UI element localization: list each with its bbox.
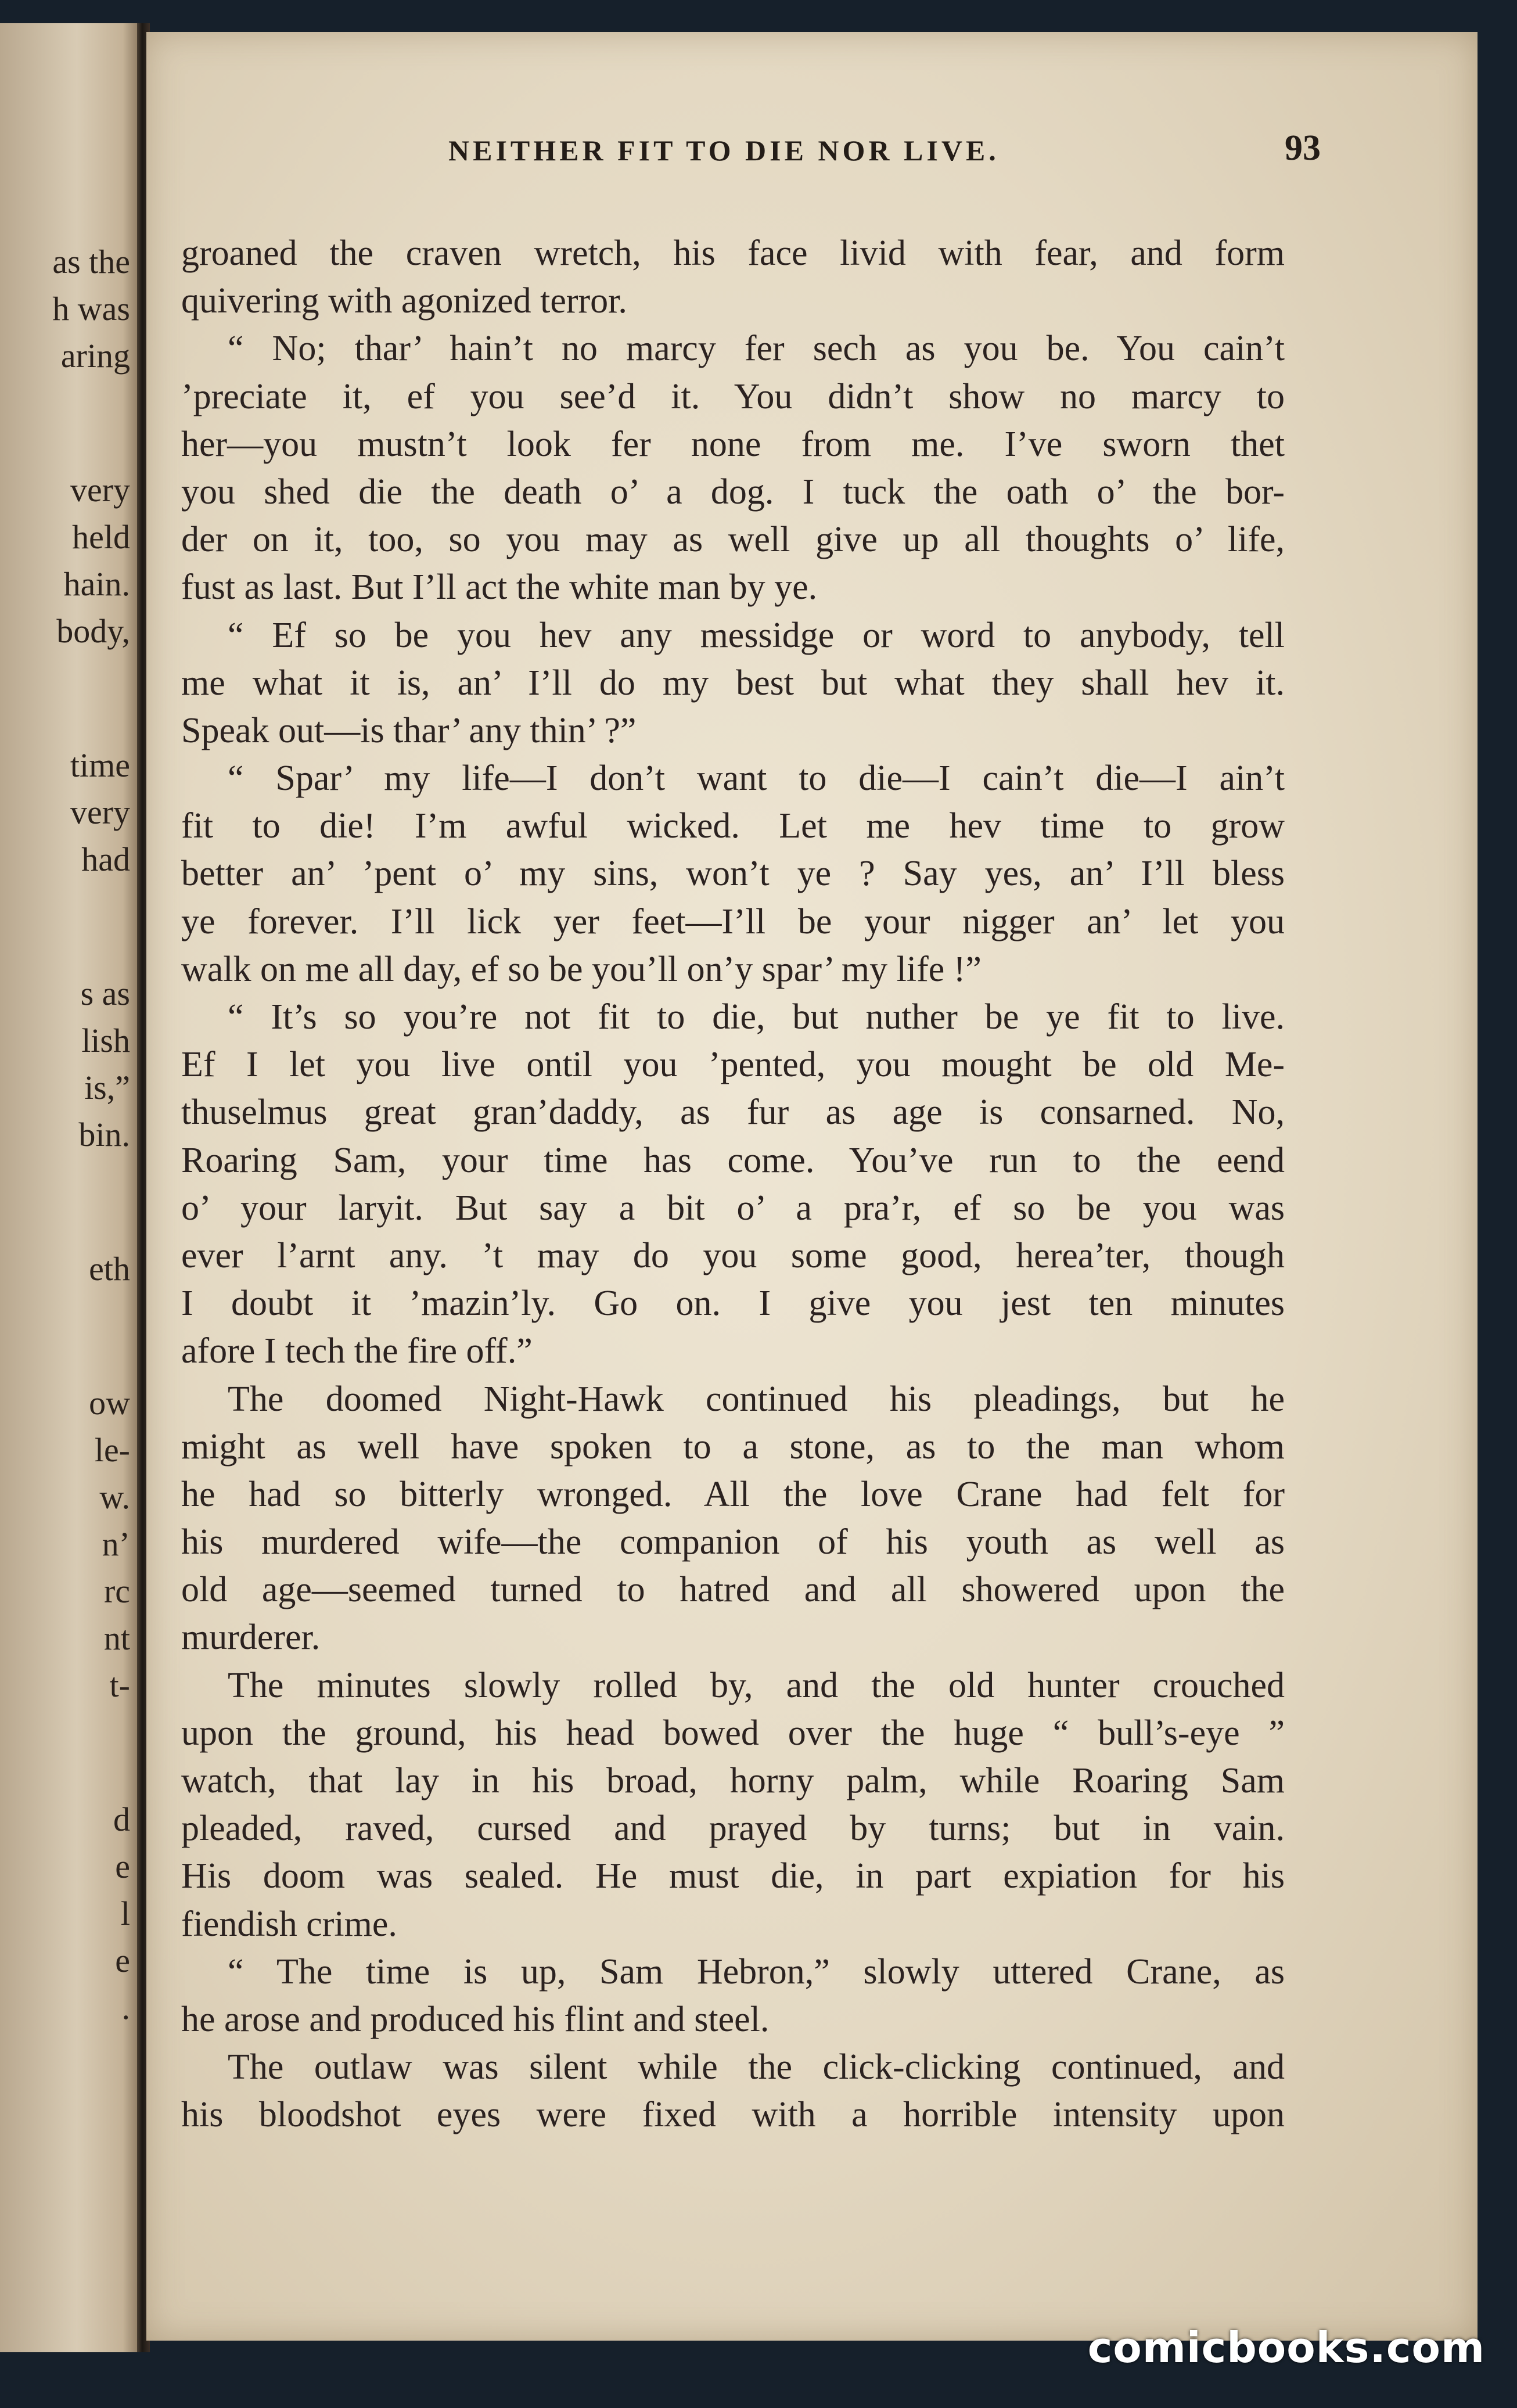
left-page-fragment: hain. [63, 565, 130, 603]
text-line: upon the ground, his head bowed over the huge “ bull’s-eye ” [181, 1713, 1285, 1753]
left-page-fragment: ow [89, 1384, 130, 1422]
left-page-text-column [52, 238, 130, 2031]
left-page-fragment: eth [89, 1250, 130, 1288]
left-page-fragment: le- [94, 1431, 130, 1469]
left-page-fragment [52, 1709, 130, 1796]
left-page-fragment [52, 1292, 130, 1379]
left-page-fragment: as the [52, 243, 130, 281]
text-line: The outlaw was silent while the click-clicking continued, and [228, 2047, 1285, 2087]
left-page-fragment: l [120, 1895, 130, 1932]
left-page-fragment [52, 1158, 130, 1245]
text-line: fit to die! I’m awful wicked. Let me hev time to grow [181, 806, 1285, 846]
body-text [181, 229, 1285, 2139]
text-line: Ef I let you live ontil you ’pented, you mought be old Me- [181, 1045, 1285, 1085]
left-page-fragment: bin. [78, 1116, 130, 1153]
left-page-fragment: aring [60, 337, 130, 375]
text-line: Roaring Sam, your time has come. You’ve run to the eend [181, 1140, 1285, 1180]
text-line: groaned the craven wretch, his face livid with fear, and form [181, 233, 1285, 273]
left-page-fragment: lish [81, 1022, 130, 1059]
left-page-fragment: body, [56, 612, 130, 650]
left-page-fragment: very [70, 793, 130, 831]
text-line: The doomed Night-Hawk continued his pleadings, but he [228, 1379, 1285, 1419]
text-line: me what it is, an’ I’ll do my best but what they shall hev it. [181, 663, 1285, 703]
text-line: “ The time is up, Sam Hebron,” slowly uttered Crane, as [228, 1951, 1285, 1992]
text-line: The minutes slowly rolled by, and the old hunter crouched [228, 1665, 1285, 1705]
text-line: o’ your laryit. But say a bit o’ a pra’r, ef so be you was [181, 1188, 1285, 1228]
left-page-fragment: nt [103, 1619, 130, 1657]
text-line: watch, that lay in his broad, horny palm, while Roaring Sam [181, 1761, 1285, 1800]
left-page-fragment: w. [99, 1478, 130, 1516]
text-line: her—you mustn’t look fer none from me. I’ve sworn thet [181, 424, 1285, 464]
left-page-fragment [52, 379, 130, 466]
text-line: his bloodshot eyes were fixed with a horrible intensity upon [181, 2095, 1285, 2135]
text-line: der on it, too, so you may as well give up all thoughts o’ life, [181, 520, 1285, 560]
page-number: 93 [1285, 128, 1321, 168]
text-line: walk on me all day, ef so be you’ll on’y spar’ my life !” [181, 949, 982, 989]
left-page-fragment: s as [80, 975, 130, 1012]
text-line: pleaded, raved, cursed and prayed by turns; but in vain. [181, 1809, 1285, 1849]
text-line: fust as last. But I’ll act the white man by ye. [181, 567, 818, 608]
left-page-fragment: rc [103, 1572, 130, 1610]
text-line: “ Ef so be you hev any messidge or word to anybody, tell [228, 615, 1285, 655]
left-page-fragment [52, 655, 130, 742]
text-line: “ Spar’ my life—I don’t want to die—I cain’t die—I ain’t [228, 759, 1285, 799]
watermark-logo: comicbooks.com [1087, 2323, 1485, 2372]
text-line: ye forever. I’ll lick yer feet—I’ll be your nigger an’ let you [181, 901, 1285, 941]
text-line: ever l’arnt any. ’t may do you some good, herea’ter, though [181, 1235, 1285, 1275]
text-line: “ It’s so you’re not fit to die, but nuther be ye fit to live. [228, 997, 1285, 1037]
text-line: His doom was sealed. He must die, in part expiation for his [181, 1856, 1285, 1896]
left-page-fragment: n’ [102, 1525, 130, 1563]
text-line: quivering with agonized terror. [181, 281, 627, 321]
left-page-edge [0, 23, 139, 2352]
text-line: I doubt it ’mazin’ly. Go on. I give you jest ten minutes [181, 1284, 1285, 1324]
text-line: afore I tech the fire off.” [181, 1331, 533, 1371]
running-head: NEITHER FIT TO DIE NOR LIVE. [448, 134, 1000, 167]
book-page [146, 32, 1478, 2341]
text-line: “ No; thar’ hain’t no marcy fer sech as you be. You cain’t [228, 329, 1285, 369]
left-page-fragment: time [70, 746, 130, 784]
text-line: you shed die the death o’ a dog. I tuck the oath o’ the bor- [181, 472, 1285, 512]
text-line: murderer. [181, 1618, 321, 1658]
left-page-fragment: is,” [84, 1069, 130, 1106]
text-line: might as well have spoken to a stone, as to the man whom [181, 1426, 1285, 1467]
text-line: Speak out—is thar’ any thin’ ?” [181, 710, 637, 750]
text-line: he had so bitterly wronged. All the love Crane had felt for [181, 1474, 1285, 1514]
text-line: ’preciate it, ef you see’d it. You didn’t show no marcy to [181, 376, 1285, 416]
text-line: his murdered wife—the companion of his youth as well as [181, 1522, 1285, 1562]
left-page-fragment: t- [109, 1666, 130, 1704]
left-page-fragment: . [121, 1989, 130, 2026]
left-page-fragment: h was [52, 290, 130, 328]
left-page-fragment: d [113, 1800, 130, 1838]
text-line: fiendish crime. [181, 1904, 397, 1944]
left-page-fragment: very [70, 471, 130, 509]
left-page-fragment: e [115, 1942, 130, 1979]
text-line: better an’ ’pent o’ my sins, won’t ye ? Say yes, an’ I’ll bless [181, 854, 1285, 894]
text-line: he arose and produced his flint and steel. [181, 1999, 770, 2039]
left-page-fragment [52, 883, 130, 970]
left-page-fragment: held [72, 518, 130, 556]
left-page-fragment: e [115, 1848, 130, 1885]
text-line: old age—seemed turned to hatred and all showered upon the [181, 1570, 1285, 1610]
left-page-fragment: had [81, 840, 130, 878]
text-line: thuselmus great gran’daddy, as fur as age is consarned. No, [181, 1092, 1285, 1133]
